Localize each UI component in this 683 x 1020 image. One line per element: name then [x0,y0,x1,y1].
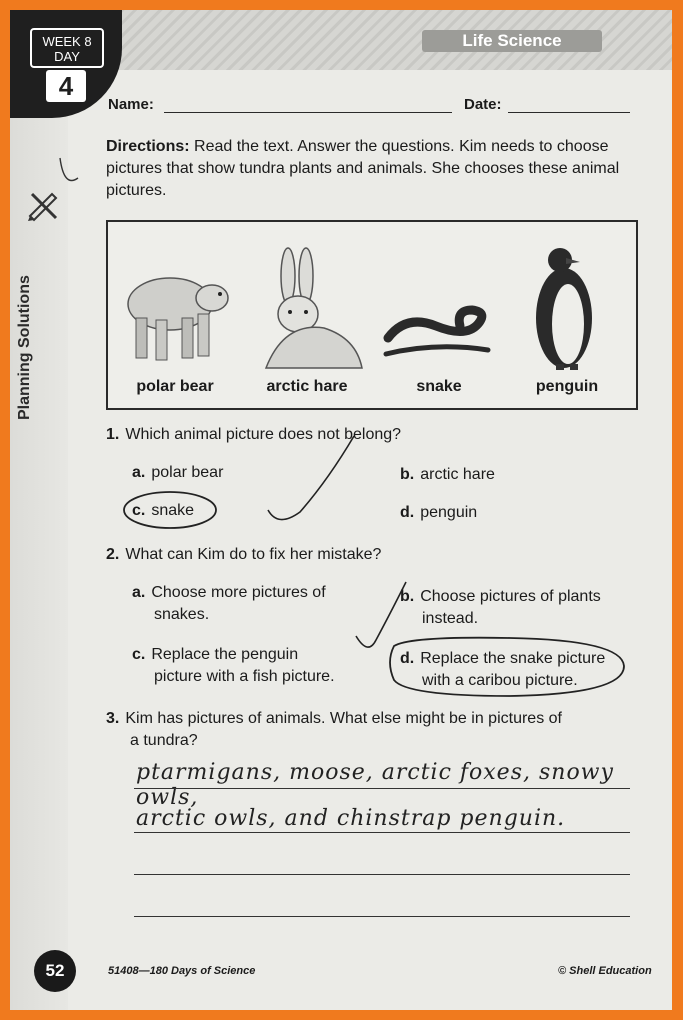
q1-option-d[interactable] [400,502,477,524]
penguin-image [504,242,630,372]
question-number: 1. [106,426,120,443]
option-letter: b. [400,588,415,605]
name-field[interactable] [164,112,452,113]
animal-label: polar bear [136,378,214,395]
answer-line[interactable] [134,832,630,833]
section-title: Life Science [462,31,562,50]
option-letter: d. [400,504,415,521]
q1-option-b[interactable] [400,464,495,486]
answer-line[interactable] [134,916,630,917]
name-date-row [108,96,628,120]
question-number: 3. [106,710,120,727]
animal-label: penguin [535,378,599,395]
animal-snake [376,242,502,402]
date-label: Date: [464,96,502,113]
snake-image [376,242,502,372]
animal-label: arctic hare [266,378,348,395]
option-line2: instead. [422,610,479,627]
option-text: penguin [420,504,478,521]
side-title: Planning Solutions [16,275,33,420]
option-line1: Choose more pictures of [151,584,326,601]
q2-option-b[interactable] [400,586,601,630]
date-field[interactable] [508,112,630,113]
option-letter: d. [400,650,415,667]
directions-text [106,136,626,202]
handwritten-answer-line1: ptarmigans, moose, arctic foxes, snowy owls, [136,760,614,810]
question-text: What can Kim do to fix her mistake? [125,546,382,563]
question-1 [106,424,401,446]
option-line1: Choose pictures of plants [420,588,601,605]
question-number: 2. [106,546,120,563]
polar-bear-image [112,242,238,372]
option-letter: a. [132,464,146,481]
option-text: polar bear [151,464,224,481]
option-text: arctic hare [420,466,495,483]
product-code: 51408—180 Days of Science [108,965,256,977]
option-line1: Replace the penguin [151,646,299,663]
answer-line[interactable] [134,788,630,789]
q1-option-c[interactable] [132,500,194,522]
question-line1: Kim has pictures of animals. What else might be in pictures of [125,710,562,727]
animal-polar-bear [112,242,238,402]
worksheet-page [10,10,672,1010]
animal-penguin [504,242,630,402]
option-letter: a. [132,584,146,601]
directions-lead: Directions: [106,138,190,155]
question-text: Which animal picture does not belong? [125,426,402,443]
section-ribbon [422,30,602,52]
option-text: snake [151,502,195,519]
option-line2: snakes. [154,606,210,623]
option-line1: Replace the snake picture [420,650,606,667]
q2-option-a[interactable] [132,582,326,626]
day-number: 4 [46,70,86,102]
checkmark-q2 [356,582,406,647]
publisher: © Shell Education [558,965,652,977]
option-letter: c. [132,502,146,519]
week-label: WEEK 8 [42,34,92,49]
answer-line[interactable] [134,874,630,875]
page-number: 52 [34,950,76,992]
name-label: Name: [108,96,154,113]
option-line2: with a caribou picture. [422,672,578,689]
checkmark-q1 [268,436,354,520]
question-2 [106,544,381,566]
q1-option-a[interactable] [132,462,223,484]
option-letter: c. [132,646,146,663]
animal-arctic-hare [244,242,370,402]
animal-pictures-box [106,220,638,410]
week-day-badge [10,10,122,118]
q2-option-c[interactable] [132,644,335,688]
arctic-hare-image [244,242,370,372]
directions-body: Read the text. Answer the questions. Kim needs to choose pictures that show tundra plants and animals. She chooses these animal pictures. [106,138,620,199]
option-letter: b. [400,466,415,483]
question-3 [106,708,562,752]
week-day-label [30,28,104,68]
handwritten-answer-line2: arctic owls, and chinstrap penguin. [136,806,566,831]
question-line2: a tundra? [130,732,198,749]
animal-label: snake [416,378,462,395]
option-line2: picture with a fish picture. [154,668,335,685]
day-label: DAY [54,49,80,64]
pencil-ruler-icon [26,188,60,222]
q2-option-d[interactable] [400,648,605,692]
